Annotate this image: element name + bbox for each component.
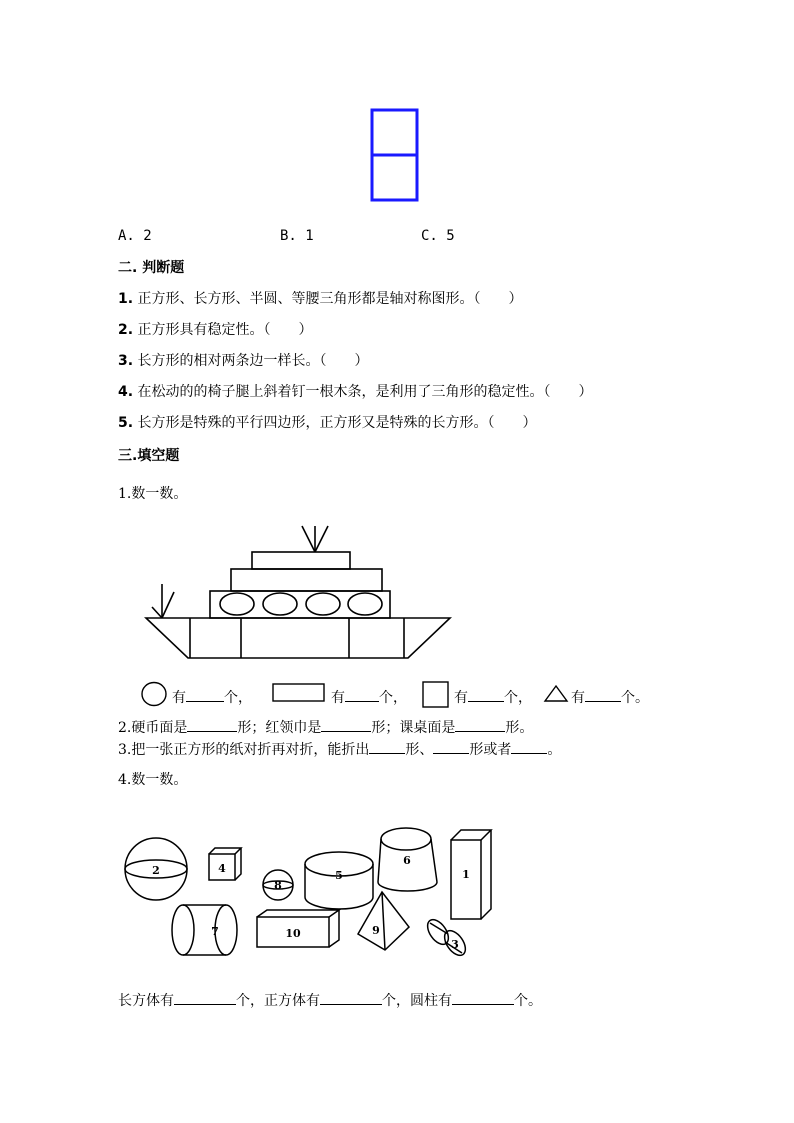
count-triangle: 有 个。	[571, 687, 649, 707]
judge-item-5: 5. 长方形是特殊的平行四边形，正方形又是特殊的长方形。（ ）	[118, 415, 537, 431]
q2-line: 2.硬币面是 形；红领巾是 形；课桌面是 形。	[118, 717, 533, 738]
solid-label-6: 6	[403, 854, 411, 867]
count-square: 有 个，	[454, 687, 532, 707]
blank-fold-shape-3[interactable]	[511, 739, 547, 754]
ship-figure	[140, 522, 460, 662]
solid-label-10: 10	[285, 927, 301, 940]
section2-title: 二. 判断题	[118, 260, 185, 276]
section3-title: 三.填空题	[118, 448, 180, 464]
count-circle: 有 个，	[172, 687, 252, 707]
solid-label-7: 7	[211, 925, 219, 938]
stacked-squares-figure	[370, 108, 420, 204]
solid-label-9: 9	[372, 924, 380, 937]
blank-circle-count[interactable]	[186, 687, 224, 702]
judge-item-3: 3. 长方形的相对两条边一样长。（ ）	[118, 353, 369, 369]
rectangle-icon	[272, 683, 326, 703]
solid-label-4: 4	[218, 862, 226, 875]
blank-scarf-shape[interactable]	[321, 717, 371, 732]
solid-label-5: 5	[335, 869, 343, 882]
q4-answer-line: 长方体有 个，正方体有 个，圆柱有 个。	[118, 990, 542, 1011]
judge-item-4: 4. 在松动的的椅子腿上斜着钉一根木条，是利用了三角形的稳定性。（ ）	[118, 384, 593, 400]
q3-line: 3.把一张正方形的纸对折再对折，能折出 形、 形或者 。	[118, 739, 561, 760]
solid-label-8: 8	[274, 879, 282, 892]
triangle-icon	[543, 684, 569, 704]
square-icon	[422, 681, 450, 709]
blank-cylinder-count[interactable]	[452, 990, 514, 1005]
blank-fold-shape-2[interactable]	[433, 739, 469, 754]
blank-cuboid-count[interactable]	[174, 990, 236, 1005]
blank-fold-shape-1[interactable]	[369, 739, 405, 754]
count-rectangle: 有 个，	[331, 687, 407, 707]
solids-figure	[118, 822, 498, 962]
option-a: A. 2	[118, 228, 152, 244]
judge-item-1: 1. 正方形、长方形、半圆、等腰三角形都是轴对称图形。（ ）	[118, 291, 523, 307]
q1-title: 1.数一数。	[118, 486, 188, 502]
blank-rectangle-count[interactable]	[345, 687, 379, 702]
solid-label-1: 1	[462, 868, 470, 881]
circle-icon	[140, 681, 168, 707]
option-c: C. 5	[421, 228, 455, 244]
blank-desk-shape[interactable]	[455, 717, 505, 732]
solid-label-2: 2	[152, 864, 160, 877]
solid-label-3: 3	[451, 938, 459, 951]
judge-item-2: 2. 正方形具有稳定性。（ ）	[118, 322, 313, 338]
blank-triangle-count[interactable]	[585, 687, 621, 702]
option-b: B. 1	[280, 228, 314, 244]
q4-title: 4.数一数。	[118, 772, 188, 788]
blank-cube-count[interactable]	[320, 990, 382, 1005]
blank-square-count[interactable]	[468, 687, 504, 702]
blank-coin-shape[interactable]	[187, 717, 237, 732]
